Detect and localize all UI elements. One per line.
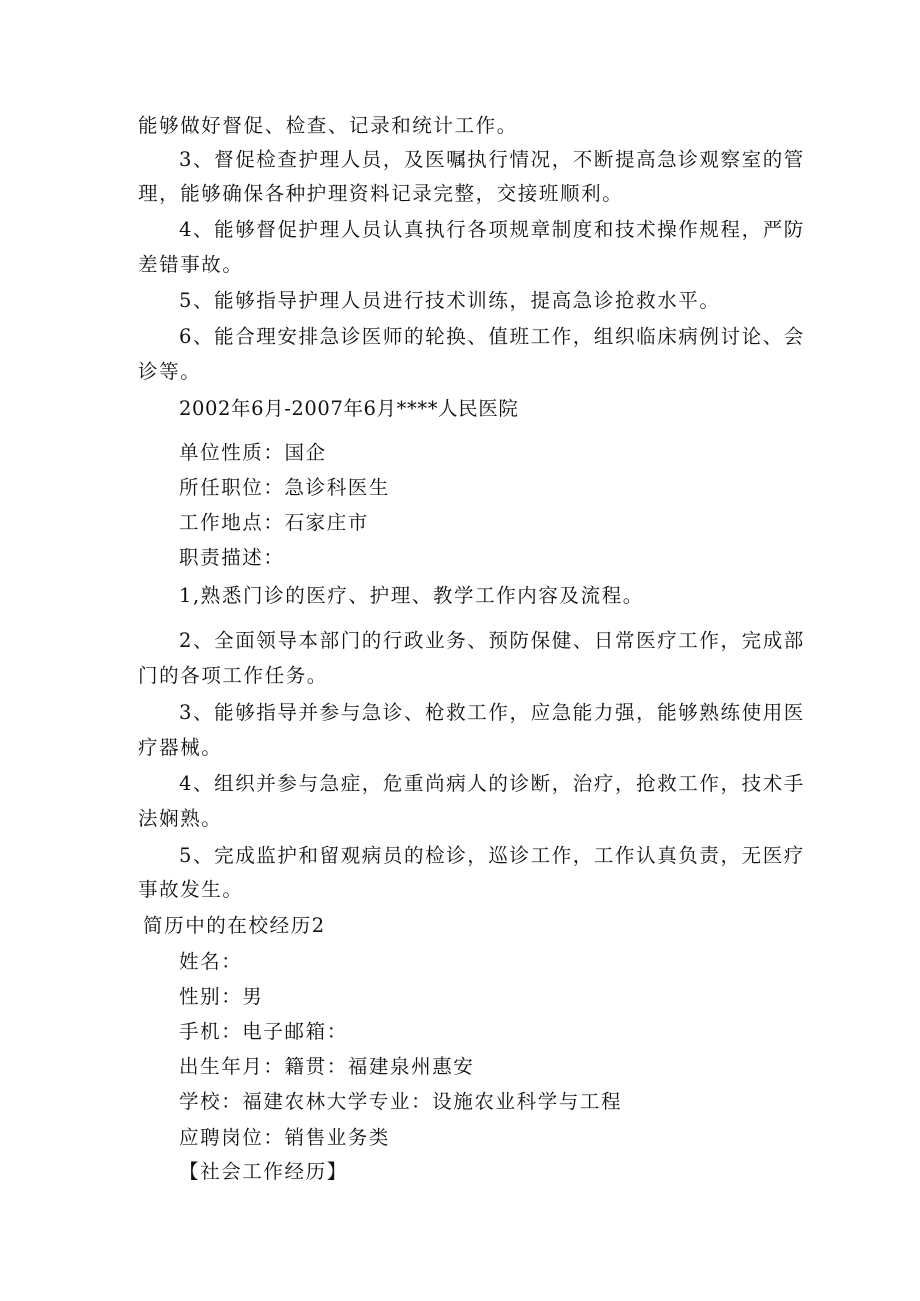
duty-item: 门的各项工作任务。 <box>138 664 328 687</box>
text-line: 3、督促检查护理人员，及医嘱执行情况，不断提高急诊观察室的管 <box>179 148 805 171</box>
field-applied-position: 应聘岗位：销售业务类 <box>179 1126 391 1149</box>
unit-nature: 单位性质：国企 <box>179 441 327 464</box>
text-line: 差错事故。 <box>138 253 244 276</box>
field-gender: 性别：男 <box>179 985 264 1008</box>
field-name: 姓名： <box>179 950 243 973</box>
duty-item: 1,熟悉门诊的医疗、护理、教学工作内容及流程。 <box>179 584 644 607</box>
field-school: 学校：福建农林大学专业：设施农业科学与工程 <box>179 1090 623 1113</box>
text-line: 4、能够督促护理人员认真执行各项规章制度和技术操作规程，严防 <box>179 218 805 241</box>
duty-item: 法娴熟。 <box>138 807 223 830</box>
section-heading: 简历中的在校经历2 <box>143 914 326 937</box>
duty-item: 3、能够指导并参与急诊、枪救工作，应急能力强，能够熟练使用医 <box>179 701 805 724</box>
text-line: 理，能够确保各种护理资料记录完整，交接班顺利。 <box>138 182 624 205</box>
duty-item: 2、全面领导本部门的行政业务、预防保健、日常医疗工作，完成部 <box>179 629 805 652</box>
duty-item: 疗器械。 <box>138 736 223 759</box>
duties-label: 职责描述： <box>179 546 285 569</box>
job-period: 2002年6月-2007年6月****人民医院 <box>179 397 519 420</box>
field-contact: 手机：电子邮箱： <box>179 1020 348 1043</box>
duty-item: 5、完成监护和留观病员的检诊，巡诊工作，工作认真负责，无医疗 <box>179 844 805 867</box>
duty-item: 4、组织并参与急症，危重尚病人的诊断，治疗，抢救工作，技术手 <box>179 772 805 795</box>
text-line: 5、能够指导护理人员进行技术训练，提高急诊抢救水平。 <box>179 289 721 312</box>
text-line: 诊等。 <box>138 360 202 383</box>
job-position: 所任职位：急诊科医生 <box>179 476 391 499</box>
duty-item: 事故发生。 <box>138 878 244 901</box>
social-experience-heading: 【社会工作经历】 <box>179 1160 348 1183</box>
job-location: 工作地点：石家庄市 <box>179 511 369 534</box>
field-birth: 出生年月：籍贯：福建泉州惠安 <box>179 1055 475 1078</box>
text-line: 6、能合理安排急诊医师的轮换、值班工作，组织临床病例讨论、会 <box>179 325 805 348</box>
text-line: 能够做好督促、检查、记录和统计工作。 <box>138 114 518 137</box>
